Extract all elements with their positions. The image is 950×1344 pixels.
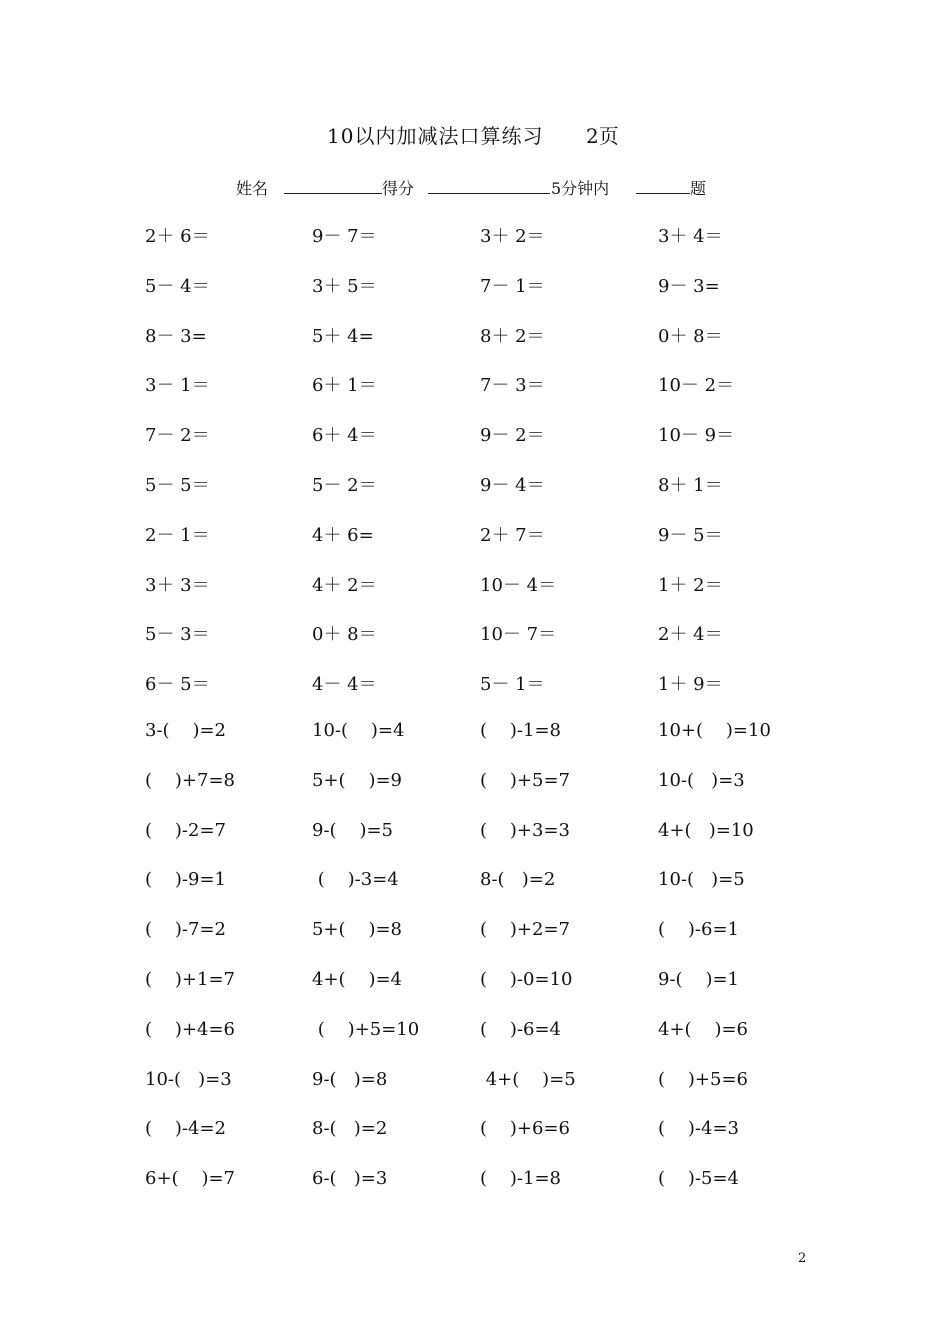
problem-item: ( )+2=7 bbox=[480, 919, 570, 941]
problem-item: 3＋ 5＝ bbox=[312, 275, 377, 297]
problem-item: 10－ 4＝ bbox=[480, 574, 557, 596]
title-page-label: 2页 bbox=[586, 124, 619, 148]
problem-row bbox=[0, 222, 950, 272]
problem-row bbox=[0, 571, 950, 621]
problem-row bbox=[0, 869, 950, 919]
problem-item: 8-( )=2 bbox=[312, 1118, 388, 1140]
score-label: 得分 bbox=[382, 179, 415, 198]
problem-item: 2＋ 7＝ bbox=[480, 524, 545, 546]
problem-item: ( )-4=3 bbox=[658, 1118, 739, 1140]
page-number: 2 bbox=[798, 1251, 807, 1266]
problem-item: 8＋ 2＝ bbox=[480, 325, 545, 347]
problem-item: 6－ 5＝ bbox=[145, 674, 210, 696]
problem-item: ( )-5=4 bbox=[658, 1168, 739, 1190]
problem-item: 10-( )=3 bbox=[145, 1068, 232, 1090]
problem-item: ( )-0=10 bbox=[480, 968, 573, 990]
problem-item: 5+( )=8 bbox=[312, 919, 402, 941]
problem-row bbox=[0, 322, 950, 372]
problem-row bbox=[0, 1069, 950, 1119]
problem-item: ( )+6=6 bbox=[480, 1118, 570, 1140]
problem-item: 10-( )=4 bbox=[312, 719, 405, 741]
problem-item: 4－ 4＝ bbox=[312, 674, 377, 696]
problem-item: 5－ 1＝ bbox=[480, 674, 545, 696]
problem-item: ( )-4=2 bbox=[145, 1118, 226, 1140]
problem-item: 9-( )=8 bbox=[312, 1068, 388, 1090]
problem-row bbox=[0, 421, 950, 471]
problem-row bbox=[0, 1118, 950, 1168]
problem-item: ( )+3=3 bbox=[480, 819, 570, 841]
problem-item: 4+( )=4 bbox=[312, 968, 402, 990]
problem-item: 10+( )=10 bbox=[658, 719, 771, 741]
problem-row bbox=[0, 620, 950, 670]
problem-row bbox=[0, 770, 950, 820]
problem-item: 9－ 4＝ bbox=[480, 474, 545, 496]
problem-item: ( )-1=8 bbox=[480, 1168, 561, 1190]
problem-row bbox=[0, 371, 950, 421]
problem-item: 3＋ 4＝ bbox=[658, 226, 723, 247]
problem-item: ( )-6=4 bbox=[480, 1018, 561, 1040]
problem-item: 5－ 3＝ bbox=[145, 624, 210, 646]
problem-row bbox=[0, 919, 950, 969]
problem-row bbox=[0, 521, 950, 571]
problem-item: 8-( )=2 bbox=[480, 869, 556, 891]
problem-item: 2＋ 6＝ bbox=[145, 226, 210, 247]
problem-item: 3-( )=2 bbox=[145, 719, 226, 741]
problem-item: 9－ 2＝ bbox=[480, 425, 545, 447]
problem-item: 3－ 1＝ bbox=[145, 375, 210, 397]
problem-item: 6+( )=7 bbox=[145, 1168, 235, 1190]
score-blank[interactable] bbox=[428, 193, 550, 194]
problem-item: 6＋ 1＝ bbox=[312, 375, 377, 397]
problem-item: 9－ 7＝ bbox=[312, 226, 377, 247]
problem-grid bbox=[0, 222, 950, 1218]
problem-item: 5－ 4＝ bbox=[145, 275, 210, 297]
problem-item: 1＋ 9＝ bbox=[658, 674, 723, 696]
problem-item: 5－ 2＝ bbox=[312, 474, 377, 496]
problem-item: 7－ 1＝ bbox=[480, 275, 545, 297]
problem-item: 9-( )=1 bbox=[658, 968, 739, 990]
problem-item: 4＋ 2＝ bbox=[312, 574, 377, 596]
problem-item: 2＋ 4＝ bbox=[658, 624, 723, 646]
problem-item: 5＋ 4= bbox=[312, 325, 374, 347]
problem-item: ( )+7=8 bbox=[145, 769, 235, 791]
problem-row bbox=[0, 969, 950, 1019]
problem-item: ( )-3=4 bbox=[312, 869, 399, 891]
worksheet-title bbox=[0, 120, 950, 148]
problem-row bbox=[0, 471, 950, 521]
problem-item: ( )+1=7 bbox=[145, 968, 235, 990]
student-info-header bbox=[0, 176, 950, 200]
problem-item: 9－ 5＝ bbox=[658, 524, 723, 546]
problem-item: 6＋ 4＝ bbox=[312, 425, 377, 447]
problem-item: 10－ 7＝ bbox=[480, 624, 557, 646]
problem-item: 4+( )=6 bbox=[658, 1018, 748, 1040]
problem-row bbox=[0, 272, 950, 322]
name-label: 姓名 bbox=[236, 179, 269, 198]
problem-item: ( )-6=1 bbox=[658, 919, 739, 941]
problem-item: 0＋ 8＝ bbox=[312, 624, 377, 646]
problem-item: ( )+5=7 bbox=[480, 769, 570, 791]
time-label: 5分钟内 bbox=[551, 179, 610, 198]
problem-item: 2－ 1＝ bbox=[145, 524, 210, 546]
problem-item: ( )+5=6 bbox=[658, 1068, 748, 1090]
problem-row bbox=[0, 720, 950, 770]
problem-item: 8－ 3= bbox=[145, 325, 207, 347]
problem-item: 0＋ 8＝ bbox=[658, 325, 723, 347]
problem-item: ( )-9=1 bbox=[145, 869, 226, 891]
problem-item: 4＋ 6= bbox=[312, 524, 374, 546]
problem-row bbox=[0, 1168, 950, 1218]
problem-item: 4+( )=5 bbox=[480, 1068, 576, 1090]
problem-item: 6-( )=3 bbox=[312, 1168, 388, 1190]
problem-item: 10-( )=3 bbox=[658, 769, 745, 791]
problem-item: 4+( )=10 bbox=[658, 819, 754, 841]
problem-item: 10－ 9＝ bbox=[658, 425, 735, 447]
problem-item: 7－ 2＝ bbox=[145, 425, 210, 447]
problem-item: ( )+4=6 bbox=[145, 1018, 235, 1040]
end-label: 题 bbox=[690, 179, 707, 198]
count-blank[interactable] bbox=[636, 193, 690, 194]
problem-item: 7－ 3＝ bbox=[480, 375, 545, 397]
problem-item: ( )-7=2 bbox=[145, 919, 226, 941]
problem-item: 10-( )=5 bbox=[658, 869, 745, 891]
problem-item: ( )-1=8 bbox=[480, 719, 561, 741]
problem-row bbox=[0, 1019, 950, 1069]
problem-item: 1＋ 2＝ bbox=[658, 574, 723, 596]
problem-item: ( )-2=7 bbox=[145, 819, 226, 841]
problem-item: 9－ 3= bbox=[658, 275, 720, 297]
problem-row bbox=[0, 670, 950, 720]
problem-item: 5－ 5＝ bbox=[145, 474, 210, 496]
problem-item: 8＋ 1＝ bbox=[658, 474, 723, 496]
problem-item: 10－ 2＝ bbox=[658, 375, 735, 397]
problem-row bbox=[0, 820, 950, 870]
problem-item: 3＋ 3＝ bbox=[145, 574, 210, 596]
name-blank[interactable] bbox=[284, 193, 382, 194]
title-text: 10以内加减法口算练习 bbox=[327, 124, 544, 148]
problem-item: 9-( )=5 bbox=[312, 819, 393, 841]
problem-item: 3＋ 2＝ bbox=[480, 226, 545, 247]
problem-item: 5+( )=9 bbox=[312, 769, 402, 791]
problem-item: ( )+5=10 bbox=[312, 1018, 420, 1040]
